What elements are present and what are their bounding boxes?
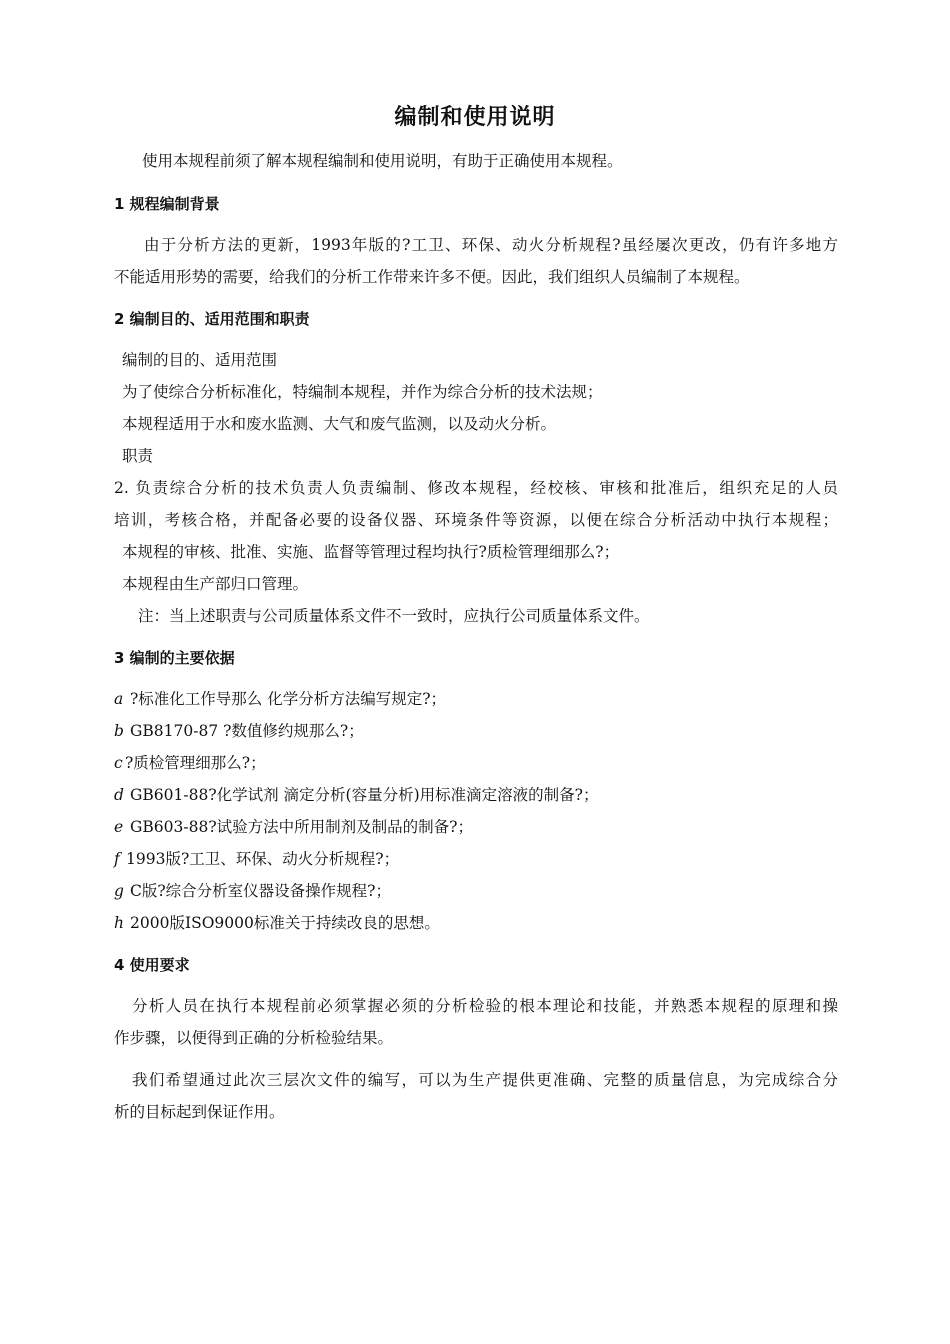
section-2-line-scope: 本规程适用于水和废水监测、大气和废气监测，以及动火分析。 bbox=[122, 415, 557, 433]
section-2-duty-line-2: 培训，考核合格，并配备必要的设备仪器、环境条件等资源，以便在综合分析活动中执行本规程； bbox=[114, 511, 838, 529]
section-4-paragraph-1-line-1: 分析人员在执行本规程前必须掌握必须的分析检验的根本理论和技能，并熟悉本规程的原理和操 bbox=[132, 997, 838, 1015]
section-1-paragraph-line-2: 不能适用形势的需要，给我们的分析工作带来许多不便。因此，我们组织人员编制了本规程。 bbox=[114, 268, 750, 286]
reference-text: GB603-88?试验方法中所用制剂及制品的制备?； bbox=[130, 818, 473, 836]
reference-letter: h bbox=[114, 914, 124, 932]
reference-text: 2000版ISO9000标准关于持续改良的思想。 bbox=[130, 914, 440, 932]
section-4-paragraph-2-line-2: 析的目标起到保证作用。 bbox=[114, 1103, 285, 1121]
section-2-line-purpose: 为了使综合分析标准化，特编制本规程，并作为综合分析的技术法规； bbox=[122, 383, 603, 401]
reference-text: ?质检管理细那么?； bbox=[125, 754, 266, 772]
section-4-paragraph-1-line-2: 作步骤，以便得到正确的分析检验结果。 bbox=[114, 1029, 394, 1047]
section-4-paragraph-2-line-1: 我们希望通过此次三层次文件的编写，可以为生产提供更准确、完整的质量信息，为完成综合分 bbox=[132, 1071, 838, 1089]
reference-letter: f bbox=[114, 850, 120, 868]
section-3-heading: 3 编制的主要依据 bbox=[114, 649, 235, 667]
section-2-line-management: 本规程由生产部归口管理。 bbox=[122, 575, 309, 593]
reference-text: GB601-88?化学试剂 滴定分析(容量分析)用标准滴定溶液的制备?； bbox=[130, 786, 599, 804]
section-2-note: 注：当上述职责与公司质量体系文件不一致时，应执行公司质量体系文件。 bbox=[138, 607, 650, 625]
reference-text: 1993版?工卫、环保、动火分析规程?； bbox=[126, 850, 400, 868]
reference-item bbox=[114, 817, 838, 837]
section-2-line-purpose-scope: 编制的目的、适用范围 bbox=[122, 351, 278, 369]
section-1-heading: 1 规程编制背景 bbox=[114, 195, 220, 213]
reference-text: GB8170-87 ?数值修约规那么?； bbox=[130, 722, 364, 740]
reference-item bbox=[114, 913, 838, 933]
section-2-line-duties: 职责 bbox=[122, 447, 154, 465]
reference-letter: d bbox=[114, 786, 124, 804]
reference-letter: b bbox=[114, 722, 124, 740]
section-2-heading: 2 编制目的、适用范围和职责 bbox=[114, 310, 310, 328]
reference-item bbox=[114, 785, 838, 805]
section-2-duty-line-1: 2. 负责综合分析的技术负责人负责编制、修改本规程，经校核、审核和批准后，组织充足的人员 bbox=[114, 479, 838, 497]
reference-letter: e bbox=[114, 818, 124, 836]
section-4-heading: 4 使用要求 bbox=[114, 956, 190, 974]
reference-letter: c bbox=[114, 754, 123, 772]
reference-item bbox=[114, 753, 838, 773]
reference-text: C版?综合分析室仪器设备操作规程?； bbox=[130, 882, 391, 900]
reference-item bbox=[114, 849, 838, 869]
section-2-line-review: 本规程的审核、批准、实施、监督等管理过程均执行?质检管理细那么?； bbox=[122, 543, 620, 561]
section-1-paragraph-line-1: 由于分析方法的更新，1993年版的?工卫、环保、动火分析规程?虽经屡次更改，仍有许多地方 bbox=[144, 236, 838, 254]
reference-letter: a bbox=[114, 690, 124, 708]
reference-text: ?标准化工作导那么 化学分析方法编写规定?； bbox=[130, 690, 447, 708]
reference-item bbox=[114, 721, 838, 741]
reference-item bbox=[114, 881, 838, 901]
reference-item bbox=[114, 689, 838, 709]
page-title: 编制和使用说明 bbox=[394, 105, 556, 130]
reference-letter: g bbox=[114, 882, 124, 900]
intro-paragraph: 使用本规程前须了解本规程编制和使用说明，有助于正确使用本规程。 bbox=[142, 152, 623, 170]
